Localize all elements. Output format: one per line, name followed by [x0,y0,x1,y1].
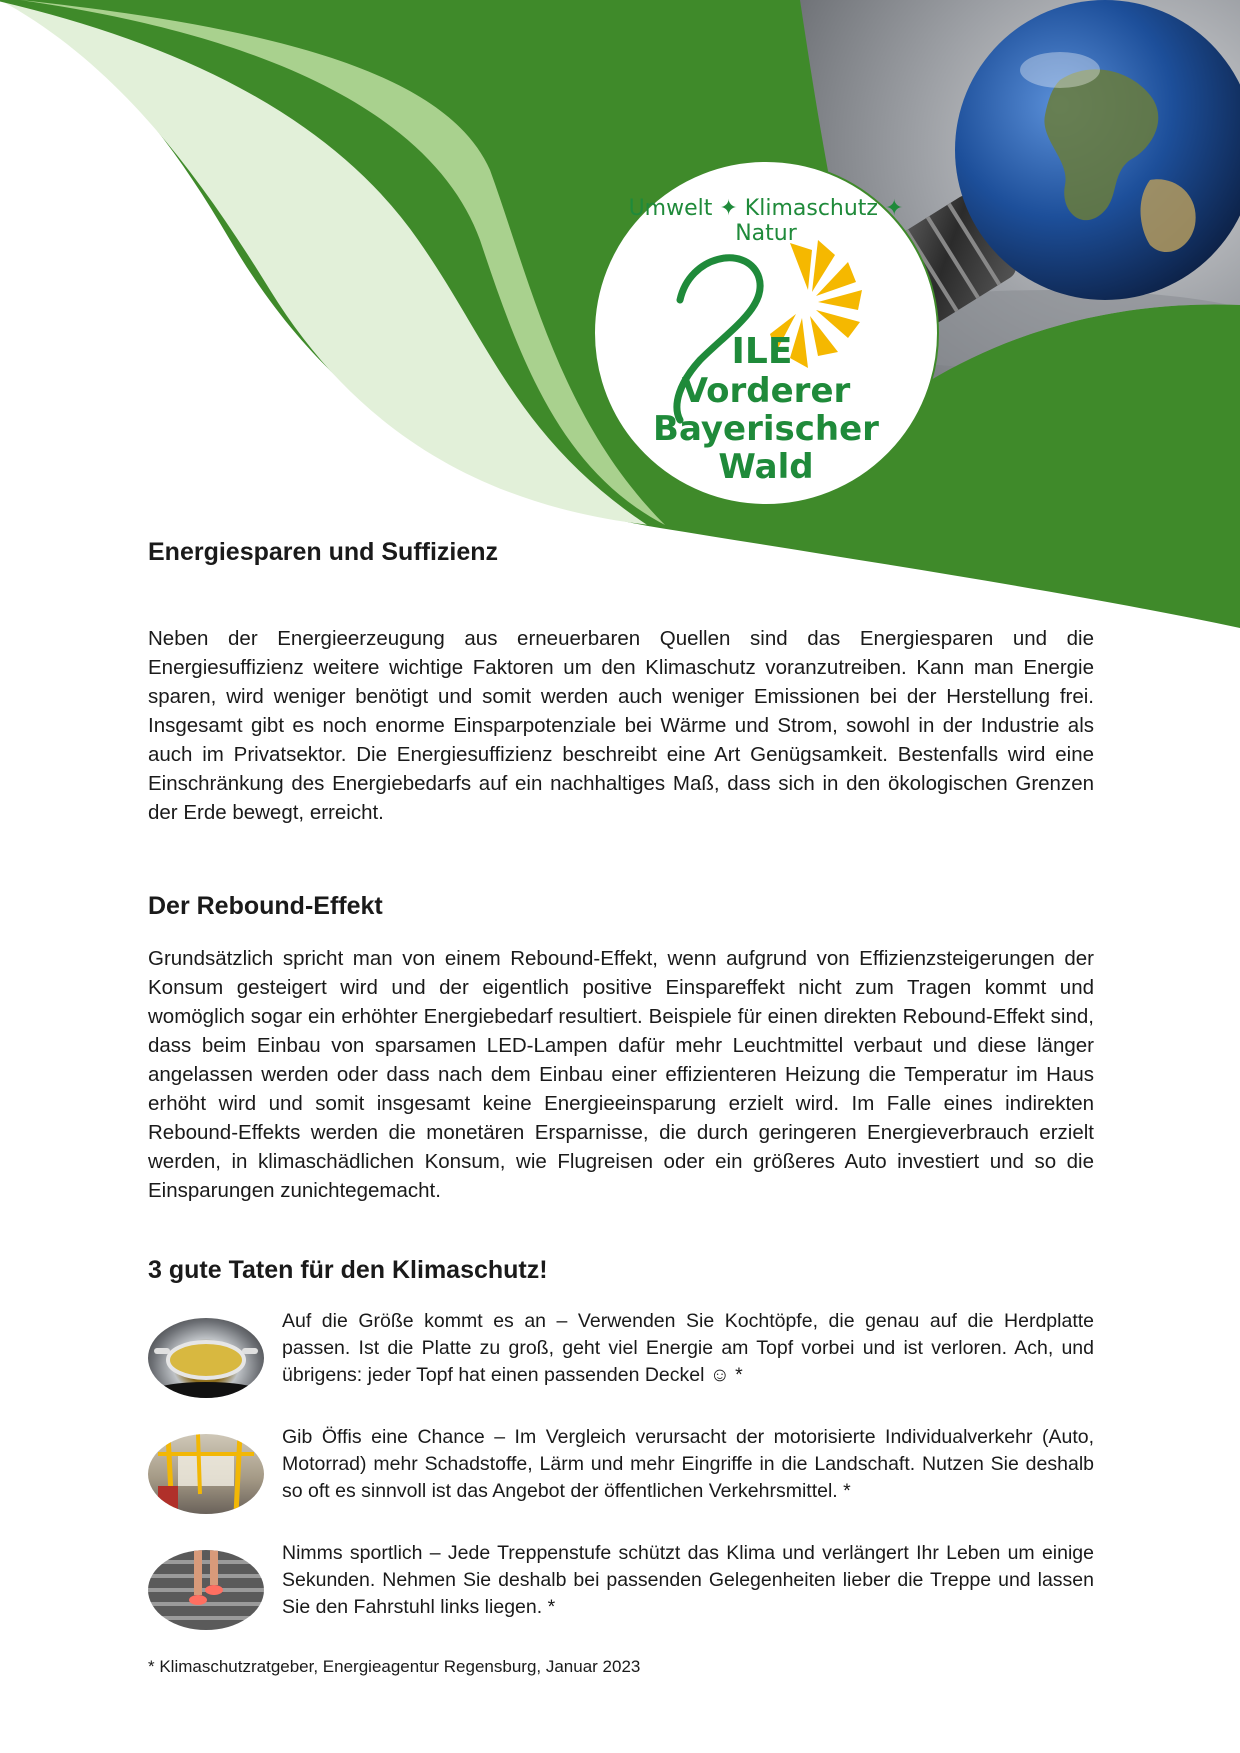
tip-text-oeffis: Gib Öffis eine Chance – Im Vergleich verursacht der motorisierte Individualverkehr (Auto, Motorrad) mehr Schadstoffe, Lärm und mehr Eingriffe in die Landschaft. Nutzen Sie deshalb so oft es sinnvoll ist das Angebot der öffentlichen Verkehrsmittel. * [282,1426,1094,1502]
cooking-pot-photo [148,1318,264,1398]
logo-org-line3: Wald [718,447,814,487]
logo-arc-text: Umwelt ✦ Klimaschutz ✦ Natur [628,196,904,246]
logo-org-line1: Vorderer [681,371,851,411]
logo-org-line2: Bayerischer [653,409,879,449]
tip-item-kochtopf [148,1308,1094,1408]
tip-text-kochtopf: Auf die Größe kommt es an – Verwenden Sie Kochtöpfe, die genau auf die Herdplatte passen. Ist die Platte zu groß, geht viel Energie am Topf vorbei und ist verloren. Ach, und übrigens: jeder Topf hat einen passenden Deckel ☺ * [282,1310,1094,1386]
section-title-rebound: Der Rebound-Effekt [148,892,383,920]
stairs-photo [148,1550,264,1630]
section-title-energiesparen: Energiesparen und Suffizienz [148,538,499,566]
tip-item-treppe [148,1540,1094,1640]
tip-item-oeffis [148,1424,1094,1524]
section-body-energiesparen: Neben der Energieerzeugung aus erneuerbaren Quellen sind das Energiesparen und die Energiesuffizienz weitere wichtige Faktoren um den Klimaschutz voranzutreiben. Kann man Energie sparen, wird weniger benötigt und somit werden auch weniger Emissionen bei der Herstellung frei. Insgesamt gibt es noch enorme Einsparpotenziale bei Wärme und Strom, sowohl in der Industrie als auch im Privatsektor. Die Energiesuffizienz beschreibt eine Art Genügsamkeit. Bestenfalls wird eine Einschränkung des Energiebedarfs auf ein nachhaltiges Maß, dass sich in den ökologischen Grenzen der Erde bewegt, erreicht. [148,627,1094,824]
section-title-gute-taten: 3 gute Taten für den Klimaschutz! [148,1256,548,1284]
bus-interior-photo [148,1434,264,1514]
section-body-rebound: Grundsätzlich spricht man von einem Rebound-Effekt, wenn aufgrund von Effizienzsteigerungen der Konsum gesteigert wird und der eigentlich positive Einspareffekt nicht zum Tragen kommt und womöglich sogar ein erhöhter Energiebedarf resultiert. Beispiele für einen direkten Rebound-Effekt sind, dass beim Einbau von sparsamen LED-Lampen dafür mehr Leuchtmittel verbaut und diese länger angelassen werden oder dass nach dem Einbau einer effizienteren Heizung die Temperatur im Haus erhöht wird und somit insgesamt keine Energieeinsparung erzielt wird. Im Falle eines indirekten Rebound-Effekts werden die monetären Ersparnisse, die durch geringeren Energieverbrauch erzielt werden, in klimaschädlichen Konsum, wie Flugreisen oder ein größeres Auto investiert und so die Einsparungen zunichtegemacht. [148,947,1094,1202]
tip-text-treppe: Nimms sportlich – Jede Treppenstufe schützt das Klima und verlängert Ihr Leben um einige Sekunden. Nehmen Sie deshalb bei passenden Gelegenheiten lieber die Treppe und lassen Sie den Fahrstuhl links liegen. * [282,1542,1094,1618]
logo-org-short: ILE [731,331,793,372]
footnote-source: * Klimaschutzratgeber, Energieagentur Regensburg, Januar 2023 [148,1657,641,1676]
